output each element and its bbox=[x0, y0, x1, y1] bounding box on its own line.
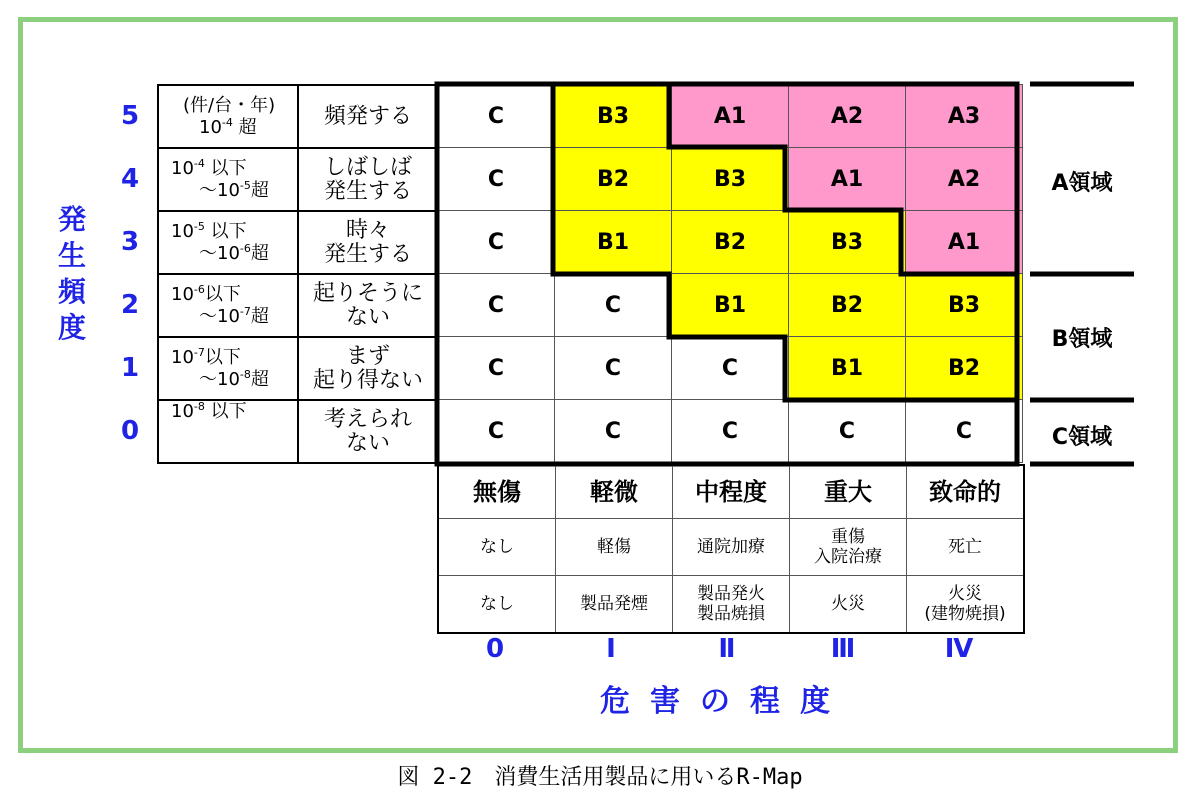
b-c-boundary bbox=[553, 84, 1017, 400]
frequency-axis-char: 頻 bbox=[57, 275, 86, 308]
risk-cell: C bbox=[438, 400, 555, 463]
a-b-boundary bbox=[669, 84, 1017, 274]
occurrence-rate-text: $10^{-4}$ 以下 bbox=[171, 156, 247, 179]
severity-level: Ⅰ bbox=[606, 634, 616, 664]
injury-cell bbox=[790, 519, 907, 576]
region-c-label: C領域 bbox=[1051, 425, 1113, 450]
risk-cell: A3 bbox=[906, 85, 1023, 148]
injury-cell bbox=[438, 519, 556, 576]
severity-header bbox=[907, 465, 1025, 519]
occurrence-rate-text: $\sim 10^{-5}$超 bbox=[199, 178, 269, 201]
risk-cell: C bbox=[906, 400, 1023, 463]
frequency-description-text: 起りそうに bbox=[312, 280, 423, 306]
risk-cell: C bbox=[438, 148, 555, 211]
damage-cell-text: なし bbox=[480, 594, 514, 614]
injury-cell bbox=[673, 519, 790, 576]
risk-cell: C bbox=[555, 274, 672, 337]
risk-cell: B3 bbox=[672, 148, 789, 211]
severity-levels bbox=[437, 634, 1017, 664]
severity-header-text: 致命的 bbox=[929, 478, 1001, 506]
frequency-axis-char: 生 bbox=[57, 239, 86, 272]
severity-level: Ⅲ bbox=[830, 634, 856, 664]
risk-cell: B3 bbox=[789, 211, 906, 274]
severity-level: Ⅳ bbox=[944, 634, 974, 664]
risk-cell: B3 bbox=[906, 274, 1023, 337]
risk-cell: C bbox=[789, 400, 906, 463]
frequency-axis-char: 発 bbox=[57, 203, 86, 236]
frequency-description-text: 時々 bbox=[345, 217, 390, 243]
risk-cell: B2 bbox=[555, 148, 672, 211]
injury-cell-text: 軽傷 bbox=[597, 537, 631, 557]
injury-cell bbox=[556, 519, 673, 576]
risk-cell: B2 bbox=[906, 337, 1023, 400]
damage-cell-text: 製品発火 bbox=[697, 584, 765, 604]
risk-cell: C bbox=[555, 400, 672, 463]
damage-cell bbox=[907, 576, 1025, 634]
occurrence-rate-text: $\sim 10^{-8}$超 bbox=[199, 367, 269, 390]
occurrence-rate-text: $\sim 10^{-7}$超 bbox=[199, 304, 269, 327]
risk-cell: B2 bbox=[672, 211, 789, 274]
injury-cell-text: 死亡 bbox=[948, 537, 982, 557]
damage-cell bbox=[673, 576, 790, 634]
severity-header-text: 無傷 bbox=[473, 478, 521, 506]
frequency-description-text: まず bbox=[345, 343, 390, 369]
risk-cell: B1 bbox=[789, 337, 906, 400]
risk-cell: C bbox=[672, 400, 789, 463]
injury-cell-text: 通院加療 bbox=[697, 537, 765, 557]
damage-cell-text: 火災 bbox=[831, 594, 865, 614]
frequency-description-text: 頻発する bbox=[323, 103, 412, 129]
frequency-description-text: しばしば bbox=[323, 154, 412, 180]
risk-cell: B3 bbox=[555, 85, 672, 148]
severity-level: 0 bbox=[485, 634, 505, 664]
risk-cell: A2 bbox=[906, 148, 1023, 211]
injury-cell-text: 入院治療 bbox=[814, 547, 882, 567]
risk-cell: A2 bbox=[789, 85, 906, 148]
frequency-level: 5 bbox=[120, 101, 140, 131]
damage-cell bbox=[790, 576, 907, 634]
risk-cell: A1 bbox=[906, 211, 1023, 274]
occurrence-rate-text: $10^{-6}$以下 bbox=[171, 282, 241, 305]
frequency-level: 3 bbox=[120, 227, 140, 257]
risk-cell: C bbox=[438, 211, 555, 274]
region-a-label: A領域 bbox=[1051, 171, 1113, 196]
severity-level: Ⅱ bbox=[718, 634, 736, 664]
occurrence-rate-text: $10^{-8}$ 以下 bbox=[171, 400, 247, 422]
severity-header-text: 重大 bbox=[824, 478, 872, 506]
severity-header bbox=[673, 465, 790, 519]
severity-header bbox=[556, 465, 673, 519]
risk-cell: A1 bbox=[789, 148, 906, 211]
injury-cell-text: なし bbox=[480, 537, 514, 557]
damage-cell-text: 製品焼損 bbox=[697, 604, 765, 624]
occurrence-rate-text: $\sim 10^{-6}$超 bbox=[199, 241, 269, 264]
damage-cell-text: (建物焼損) bbox=[924, 604, 1006, 624]
risk-cell: C bbox=[438, 85, 555, 148]
frequency-description-text: 考えられ bbox=[323, 406, 412, 432]
occurrence-rate-text: $10^{-7}$以下 bbox=[171, 345, 241, 368]
damage-cell-text: 製品発煙 bbox=[580, 594, 648, 614]
damage-cell-text: 火災 bbox=[948, 584, 982, 604]
severity-header bbox=[438, 465, 556, 519]
frequency-description-text: 発生する bbox=[323, 178, 412, 204]
frequency-description-text: 発生する bbox=[323, 241, 412, 267]
injury-cell-text: 重傷 bbox=[831, 527, 865, 547]
frequency-level: 1 bbox=[120, 353, 140, 383]
frequency-level: 2 bbox=[120, 290, 140, 320]
risk-cell: C bbox=[555, 337, 672, 400]
risk-cell: B2 bbox=[789, 274, 906, 337]
damage-cell bbox=[438, 576, 556, 634]
severity-axis-title: 危害の程度 bbox=[600, 684, 850, 719]
figure-caption: 図 2-2 消費生活用製品に用いるR-Map bbox=[397, 765, 803, 790]
occurrence-rate-text: $10^{-4}$ 超 bbox=[199, 115, 257, 138]
risk-cell: C bbox=[438, 274, 555, 337]
frequency-description-text: ない bbox=[345, 304, 390, 330]
frequency-description-text: 起り得ない bbox=[312, 367, 423, 393]
severity-header-text: 中程度 bbox=[695, 478, 767, 506]
risk-cell: B1 bbox=[672, 274, 789, 337]
risk-cell: C bbox=[672, 337, 789, 400]
injury-cell bbox=[907, 519, 1025, 576]
severity-table bbox=[437, 464, 1025, 634]
risk-cell: C bbox=[438, 337, 555, 400]
frequency-axis-char: 度 bbox=[57, 311, 86, 344]
risk-cell: B1 bbox=[555, 211, 672, 274]
occurrence-rate-text: $10^{-5}$ 以下 bbox=[171, 219, 247, 242]
occurrence-rate-text: (件/台・年) bbox=[183, 94, 276, 116]
frequency-level: 4 bbox=[120, 164, 140, 194]
damage-cell bbox=[556, 576, 673, 634]
risk-cell: A1 bbox=[672, 85, 789, 148]
severity-header bbox=[790, 465, 907, 519]
region-b-label: B領域 bbox=[1051, 327, 1113, 352]
frequency-description-text: ない bbox=[345, 430, 390, 456]
severity-header-text: 軽微 bbox=[590, 478, 638, 506]
frequency-level: 0 bbox=[120, 416, 140, 446]
